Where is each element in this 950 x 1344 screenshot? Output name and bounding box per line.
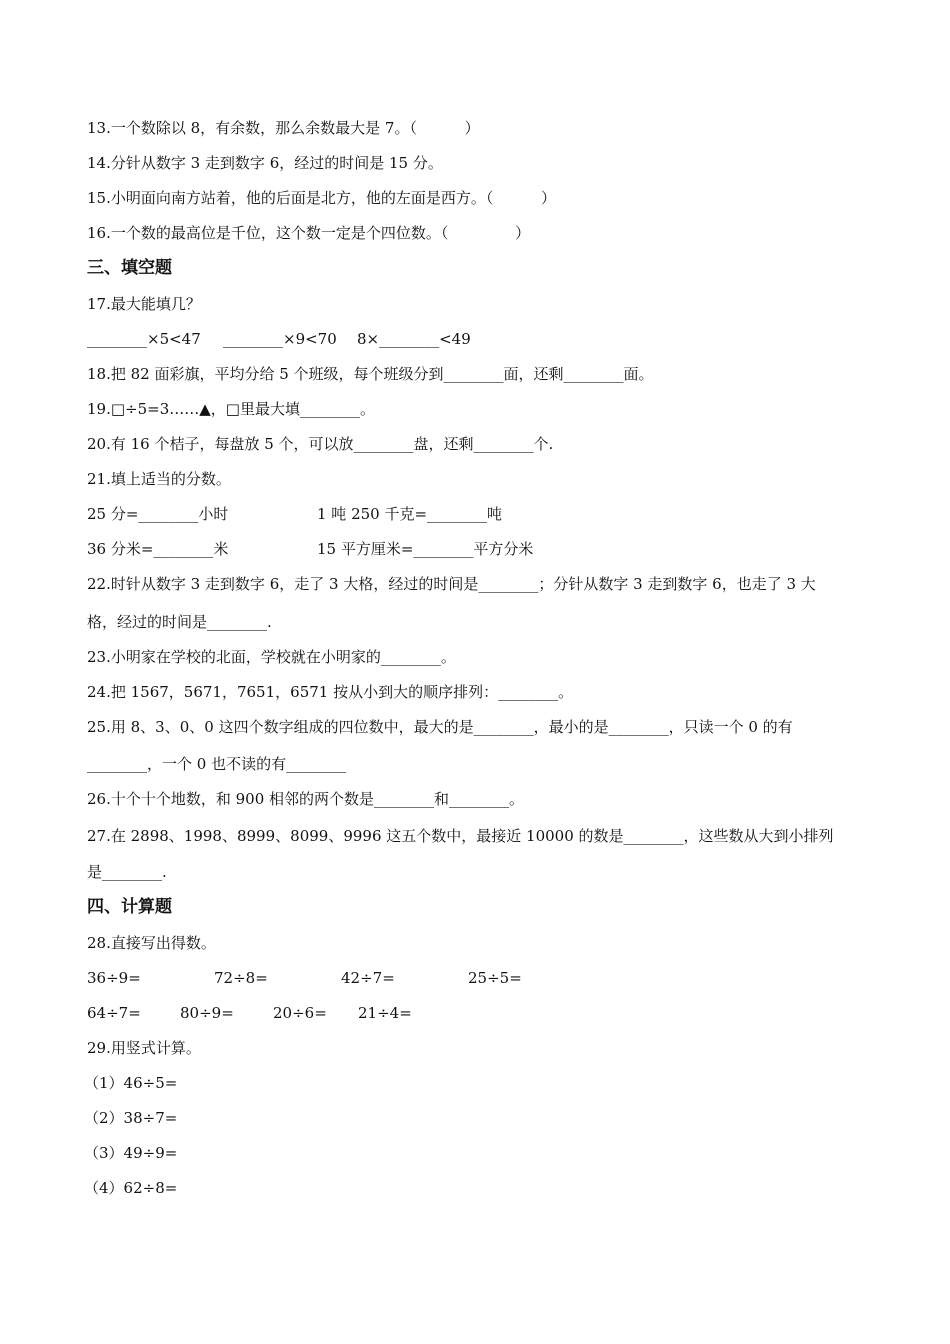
question-13: 13.一个数除以 8，有余数，那么余数最大是 7。（ ） — [87, 119, 480, 137]
question-29-item: （4）62÷8= — [84, 1179, 178, 1197]
question-21-item: 1 吨 250 千克=________吨 — [317, 505, 503, 523]
question-29-item: （1）46÷5= — [84, 1074, 178, 1092]
question-17-item: ________×9<70 — [223, 330, 337, 348]
question-15: 15.小明面向南方站着，他的后面是北方，他的左面是西方。（ ） — [87, 189, 557, 207]
question-25-line-2: ________，一个 0 也不读的有________ — [87, 755, 347, 773]
question-21-item: 15 平方厘米=________平方分米 — [317, 540, 534, 558]
question-29-item: （2）38÷7= — [84, 1109, 178, 1127]
question-28-item: 20÷6= — [273, 1004, 327, 1022]
question-20: 20.有 16 个桔子，每盘放 5 个，可以放________盘，还剩________个. — [87, 435, 554, 453]
question-28-stem: 28.直接写出得数。 — [87, 934, 216, 952]
question-29-stem: 29.用竖式计算。 — [87, 1039, 201, 1057]
question-25-line-1: 25.用 8、3、0、0 这四个数字组成的四位数中，最大的是________，最小的是________，只读一个 0 的有 — [87, 718, 793, 736]
question-28-item: 36÷9= — [87, 969, 141, 987]
question-19: 19.□÷5=3……▲，□里最大填________。 — [87, 400, 375, 418]
question-28-item: 64÷7= — [87, 1004, 141, 1022]
question-29-item: （3）49÷9= — [84, 1144, 178, 1162]
question-21-item: 36 分米=________米 — [87, 540, 229, 558]
question-14: 14.分针从数字 3 走到数字 6，经过的时间是 15 分。 — [87, 154, 443, 172]
question-23: 23.小明家在学校的北面，学校就在小明家的________。 — [87, 648, 456, 666]
question-21-stem: 21.填上适当的分数。 — [87, 470, 231, 488]
question-22-line-1: 22.时针从数字 3 走到数字 6，走了 3 大格，经过的时间是________；分针从数字 3 走到数字 6，也走了 3 大 — [87, 575, 816, 593]
question-22-line-2: 格，经过的时间是________. — [87, 613, 272, 631]
question-27-line-2: 是________. — [87, 863, 167, 881]
question-28-item: 42÷7= — [341, 969, 395, 987]
question-16: 16.一个数的最高位是千位，这个数一定是个四位数。（ ） — [87, 224, 531, 242]
question-17-item: ________×5<47 — [87, 330, 201, 348]
section-4-title: 四、计算题 — [87, 897, 172, 917]
question-26: 26.十个十个地数，和 900 相邻的两个数是________和________。 — [87, 790, 525, 808]
question-28-item: 72÷8= — [214, 969, 268, 987]
question-24: 24.把 1567，5671，7651，6571 按从小到大的顺序排列：________。 — [87, 683, 574, 701]
question-17-item: 8×________<49 — [357, 330, 471, 348]
question-18: 18.把 82 面彩旗，平均分给 5 个班级，每个班级分到________面，还剩________面。 — [87, 365, 654, 383]
question-17-stem: 17.最大能填几？ — [87, 295, 201, 313]
question-28-item: 25÷5= — [468, 969, 522, 987]
question-28-item: 80÷9= — [180, 1004, 234, 1022]
question-28-item: 21÷4= — [358, 1004, 412, 1022]
section-3-title: 三、填空题 — [87, 258, 172, 278]
question-21-item: 25 分=________小时 — [87, 505, 229, 523]
question-27-line-1: 27.在 2898、1998、8999、8099、9996 这五个数中，最接近 10000 的数是________，这些数从大到小排列 — [87, 827, 834, 845]
